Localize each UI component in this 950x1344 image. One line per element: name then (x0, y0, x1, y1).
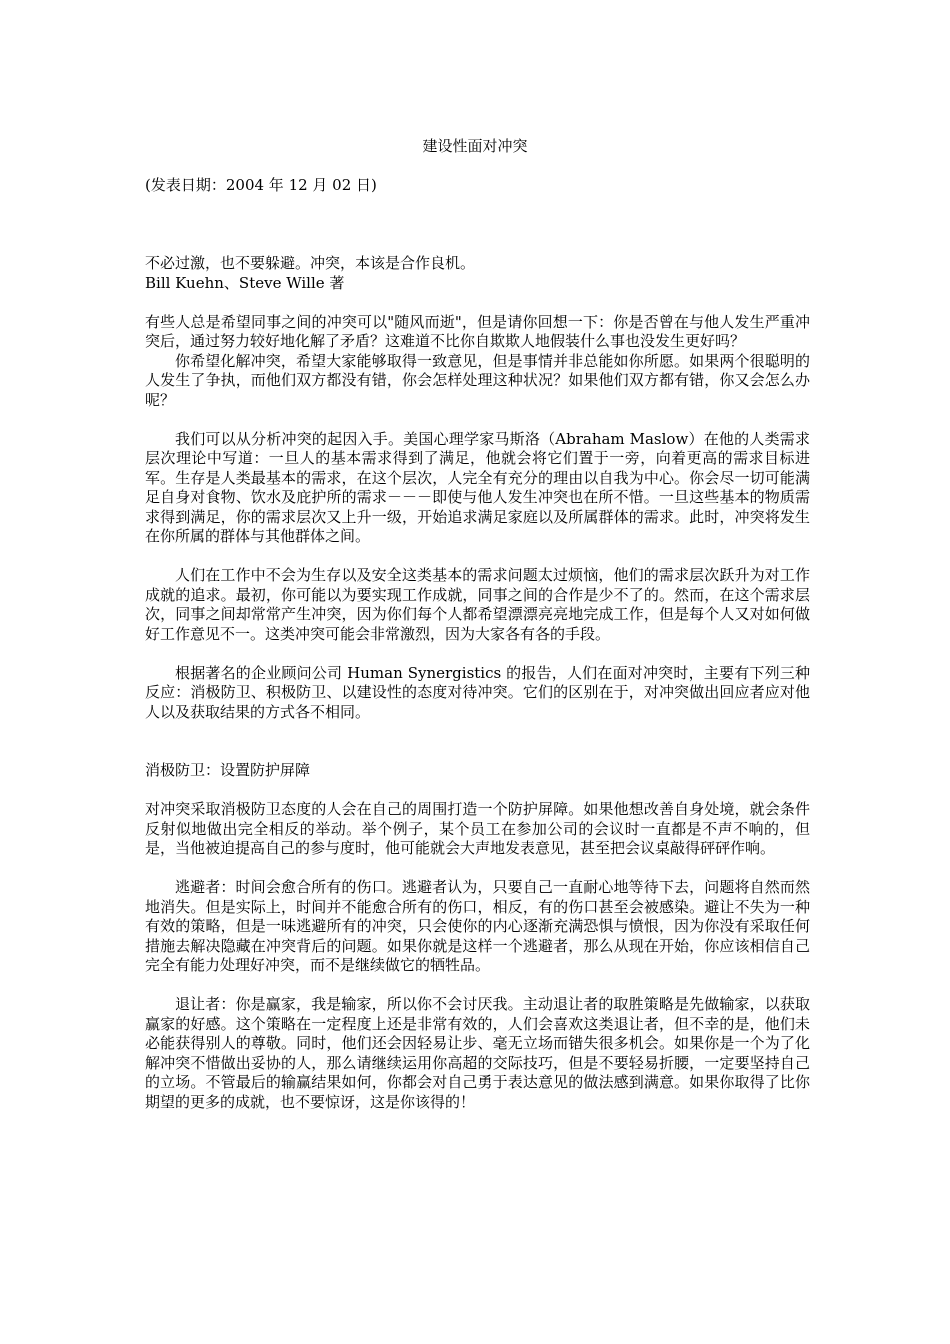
subtitle: 不必过激，也不要躲避。冲突，本该是合作良机。 (145, 254, 476, 272)
paragraph: 你希望化解冲突，希望大家能够取得一致意见，但是事情并非总能如你所愿。如果两个很聪明的人发生了争执，而他们双方都没有错，你会怎样处理这种状况？如果他们双方都有错，你又会怎么办呢？ (145, 351, 810, 409)
paragraph: 我们可以从分析冲突的起因入手。美国心理学家马斯洛（Abraham Maslow）在他的人类需求层次理论中写道：一旦人的基本需求得到了满足，他就会将它们置于一旁，向着更高的需求目标进军。生存是人类最基本的需求，在这个层次，人完全有充分的理由以自我为中心。你会尽一切可能满足自身对食物、饮水及庇护所的需求－－－即使与他人发生冲突也在所不惜。一旦这些基本的物质需求得到满足，你的需求层次又上升一级，开始追求满足家庭以及所属群体的需求。此时，冲突将发生在你所属的群体与其他群体之间。 (145, 429, 810, 545)
paragraph: 有些人总是希望同事之间的冲突可以"随风而逝"，但是请你回想一下：你是否曾在与他人发生严重冲突后，通过努力较好地化解了矛盾？这难道不比你自欺欺人地假装什么事也没发生更好吗？ (145, 312, 810, 350)
page-title: 建设性面对冲突 (422, 137, 528, 155)
paragraph: 对冲突采取消极防卫态度的人会在自己的周围打造一个防护屏障。如果他想改善自身处境，就会条件反射似地做出完全相反的举动。举个例子，某个员工在参加公司的会议时一直都是不声不响的，但是，当他被迫提高自己的参与度时，他可能就会大声地发表意见，甚至把会议桌敲得砰砰作响。 (145, 800, 810, 857)
paragraph: 人们在工作中不会为生存以及安全这类基本的需求问题太过烦恼，他们的需求层次跃升为对工作成就的追求。最初，你可能以为要实现工作成就，同事之间的合作是少不了的。然而，在这个需求层次，同事之间却常常产生冲突，因为你们每个人都希望漂漂亮亮地完成工作，但是每个人又对如何做好工作意见不一。这类冲突可能会非常激烈，因为大家各有各的手段。 (145, 566, 810, 643)
paragraph: 退让者：你是赢家，我是输家，所以你不会讨厌我。主动退让者的取胜策略是先做输家，以获取赢家的好感。这个策略在一定程度上还是非常有效的，人们会喜欢这类退让者，但不幸的是，他们未必能获得别人的尊敬。同时，他们还会因轻易让步、毫无立场而错失很多机会。如果你是一个为了化解冲突不惜做出妥协的人，那么请继续运用你高超的交际技巧，但是不要轻易折腰，一定要坚持自己的立场。不管最后的输赢结果如何，你都会对自己勇于表达意见的做法感到满意。如果你取得了比你期望的更多的成就，也不要惊讶，这是你该得的！ (145, 995, 810, 1111)
section-heading: 消极防卫：设置防护屏障 (145, 761, 311, 779)
paragraph: 逃避者：时间会愈合所有的伤口。逃避者认为，只要自己一直耐心地等待下去，问题将自然而然地消失。但是实际上，时间并不能愈合所有的伤口，相反，有的伤口甚至会被感染。避让不失为一种有效的策略，但是一味逃避所有的冲突，只会使你的内心逐渐充满恐惧与愤恨，因为你没有采取任何措施去解决隐藏在冲突背后的问题。如果你就是这样一个逃避者，那么从现在开始，你应该相信自己完全有能力处理好冲突，而不是继续做它的牺牲品。 (145, 878, 810, 974)
paragraph: 根据著名的企业顾问公司 Human Synergistics 的报告，人们在面对冲突时，主要有下列三种反应：消极防卫、积极防卫、以建设性的态度对待冲突。它们的区别在于，对冲突做出回应者应对他人以及获取结果的方式各不相同。 (145, 663, 810, 721)
publish-date: (发表日期：2004 年 12 月 02 日) (145, 176, 377, 194)
authors: Bill Kuehn、Steve Wille 著 (145, 273, 345, 292)
article-body (145, 254, 810, 1112)
